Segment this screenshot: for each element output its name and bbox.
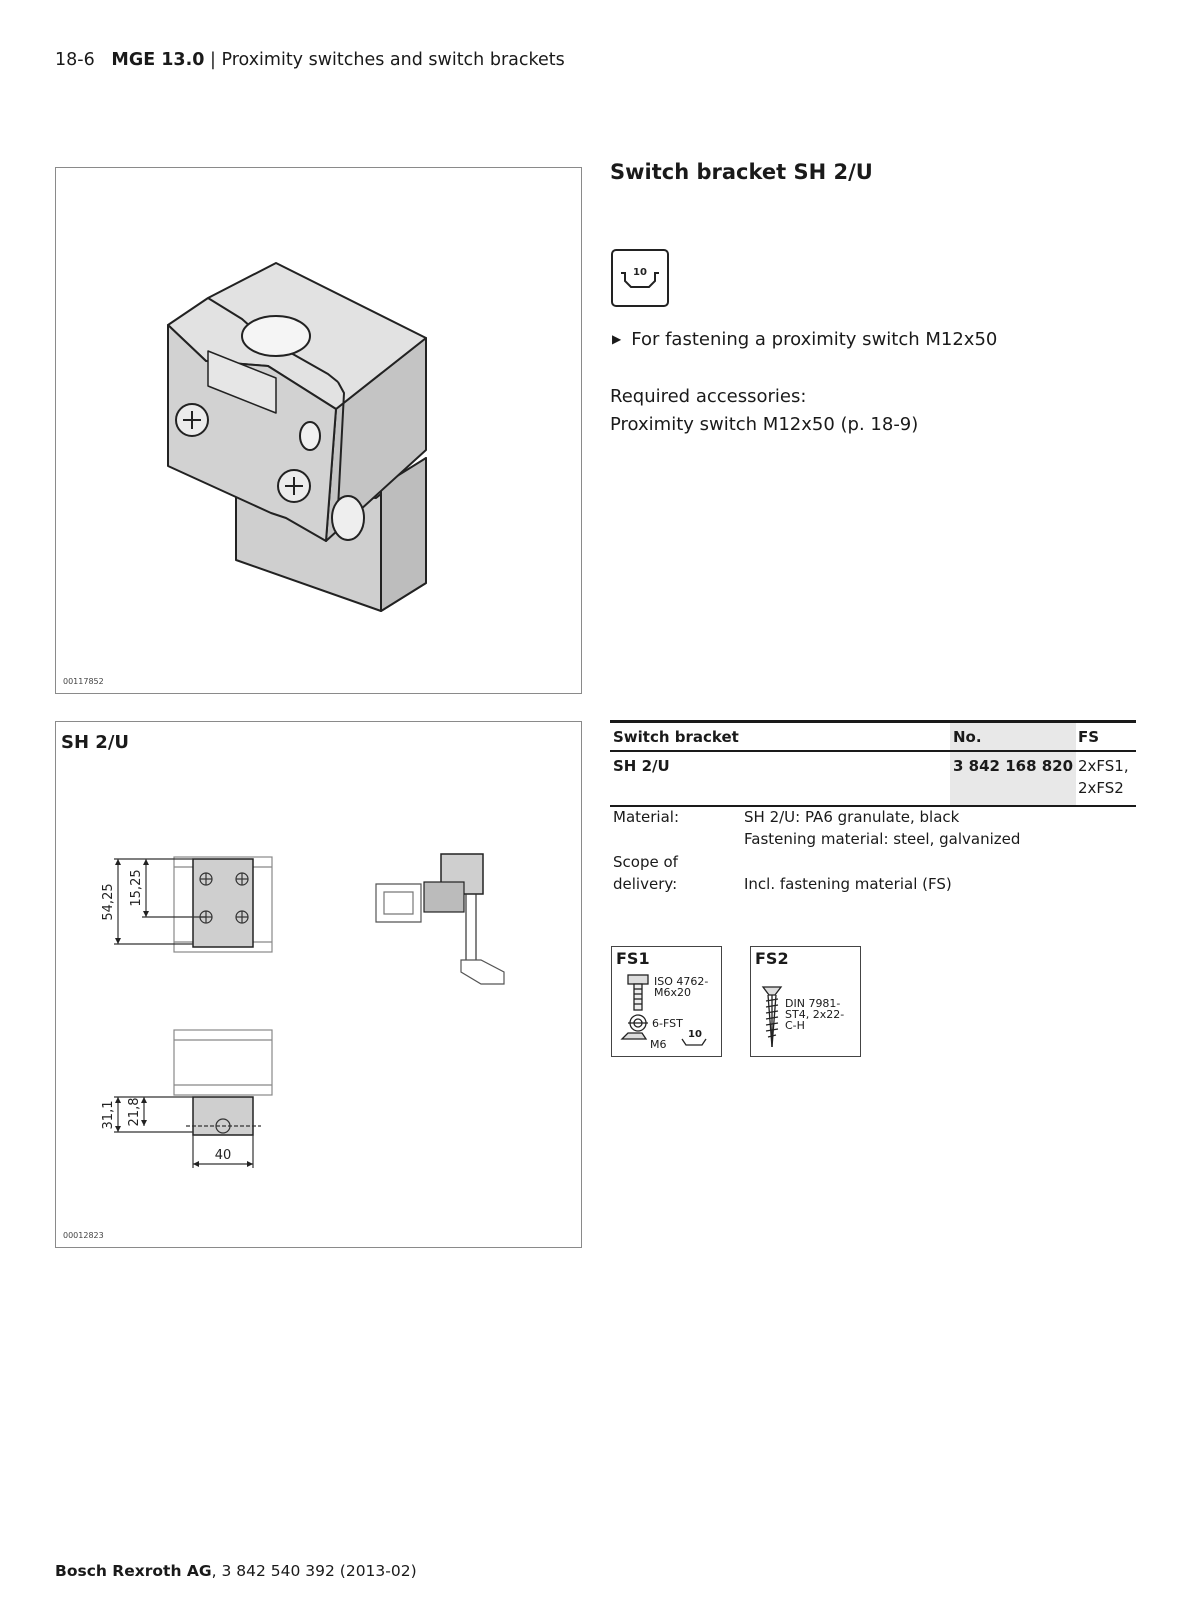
section-title: Proximity switches and switch brackets <box>221 50 565 70</box>
table-row <box>610 752 1136 807</box>
fs1-line-4: M6 <box>650 1038 667 1051</box>
dim-54-25: 54,25 <box>101 883 116 921</box>
required-accessories <box>610 383 918 439</box>
scope-label <box>613 851 678 895</box>
fs2-box <box>750 946 861 1057</box>
row-fs-line1: 2xFS1, <box>1078 757 1129 775</box>
row-number: 3 842 168 820 <box>953 757 1074 775</box>
slot-10-profile-icon <box>611 249 669 307</box>
figure-code: 00012823 <box>63 1231 104 1240</box>
row-fs <box>1078 755 1129 799</box>
slot-size-label: 10 <box>633 267 647 278</box>
bullet-triangle-icon: ▶ <box>612 332 622 346</box>
document-reference: , 3 842 540 392 (2013-02) <box>211 1562 417 1580</box>
scope-label-line-1: Scope of <box>613 853 678 871</box>
product-title: Switch bracket SH 2/U <box>610 160 873 184</box>
row-fs-line2: 2xFS2 <box>1078 779 1124 797</box>
row-name: SH 2/U <box>613 757 670 775</box>
feature-text: For fastening a proximity switch M12x50 <box>631 329 998 350</box>
fs2-line-1: DIN 7981- <box>785 997 841 1010</box>
fs1-line-2: M6x20 <box>654 986 691 999</box>
page-header <box>55 50 565 70</box>
switch-bracket-isometric-drawing <box>56 168 580 692</box>
scope-value: Incl. fastening material (FS) <box>744 875 952 893</box>
figure-code: 00117852 <box>63 677 104 686</box>
fs2-title: FS2 <box>755 949 789 968</box>
fs1-slot: 10 <box>688 1029 702 1040</box>
header-switch-bracket: Switch bracket <box>613 728 739 746</box>
feature-bullet <box>612 329 997 350</box>
dim-40: 40 <box>214 1148 232 1163</box>
scope-label-line-2: delivery: <box>613 875 678 893</box>
order-table <box>610 720 1136 807</box>
dim-31-1: 31,1 <box>101 1100 116 1130</box>
technical-drawing <box>56 722 580 1246</box>
company-name: Bosch Rexroth AG <box>55 1562 212 1580</box>
drawing-title: SH 2/U <box>61 732 130 753</box>
fs1-line-3: 6-FST <box>652 1017 683 1030</box>
header-separator: | <box>204 50 222 70</box>
table-header-row <box>610 723 1136 752</box>
page-footer <box>55 1562 417 1580</box>
fs1-line-1: ISO 4762- <box>654 975 709 988</box>
material-line-2: Fastening material: steel, galvanized <box>744 830 1021 848</box>
dimension-drawing-panel <box>55 721 582 1248</box>
material-line-1: SH 2/U: PA6 granulate, black <box>744 808 960 826</box>
material-label: Material: <box>613 808 679 826</box>
dim-15-25: 15,25 <box>129 869 144 907</box>
fs1-box <box>611 946 722 1057</box>
product-image-panel <box>55 167 582 694</box>
header-fs: FS <box>1078 728 1100 746</box>
header-number: No. <box>953 728 982 746</box>
fs2-line-2: ST4, 2x22- <box>785 1008 845 1021</box>
catalog-name: MGE 13.0 <box>111 50 205 70</box>
required-label: Required accessories: <box>610 386 807 407</box>
fs1-title: FS1 <box>616 949 650 968</box>
fs2-line-3: C-H <box>785 1019 805 1032</box>
page-number: 18-6 <box>55 50 95 70</box>
dim-21-8: 21,8 <box>127 1097 142 1127</box>
required-item: Proximity switch M12x50 (p. 18-9) <box>610 414 919 435</box>
material-value <box>744 806 1020 850</box>
